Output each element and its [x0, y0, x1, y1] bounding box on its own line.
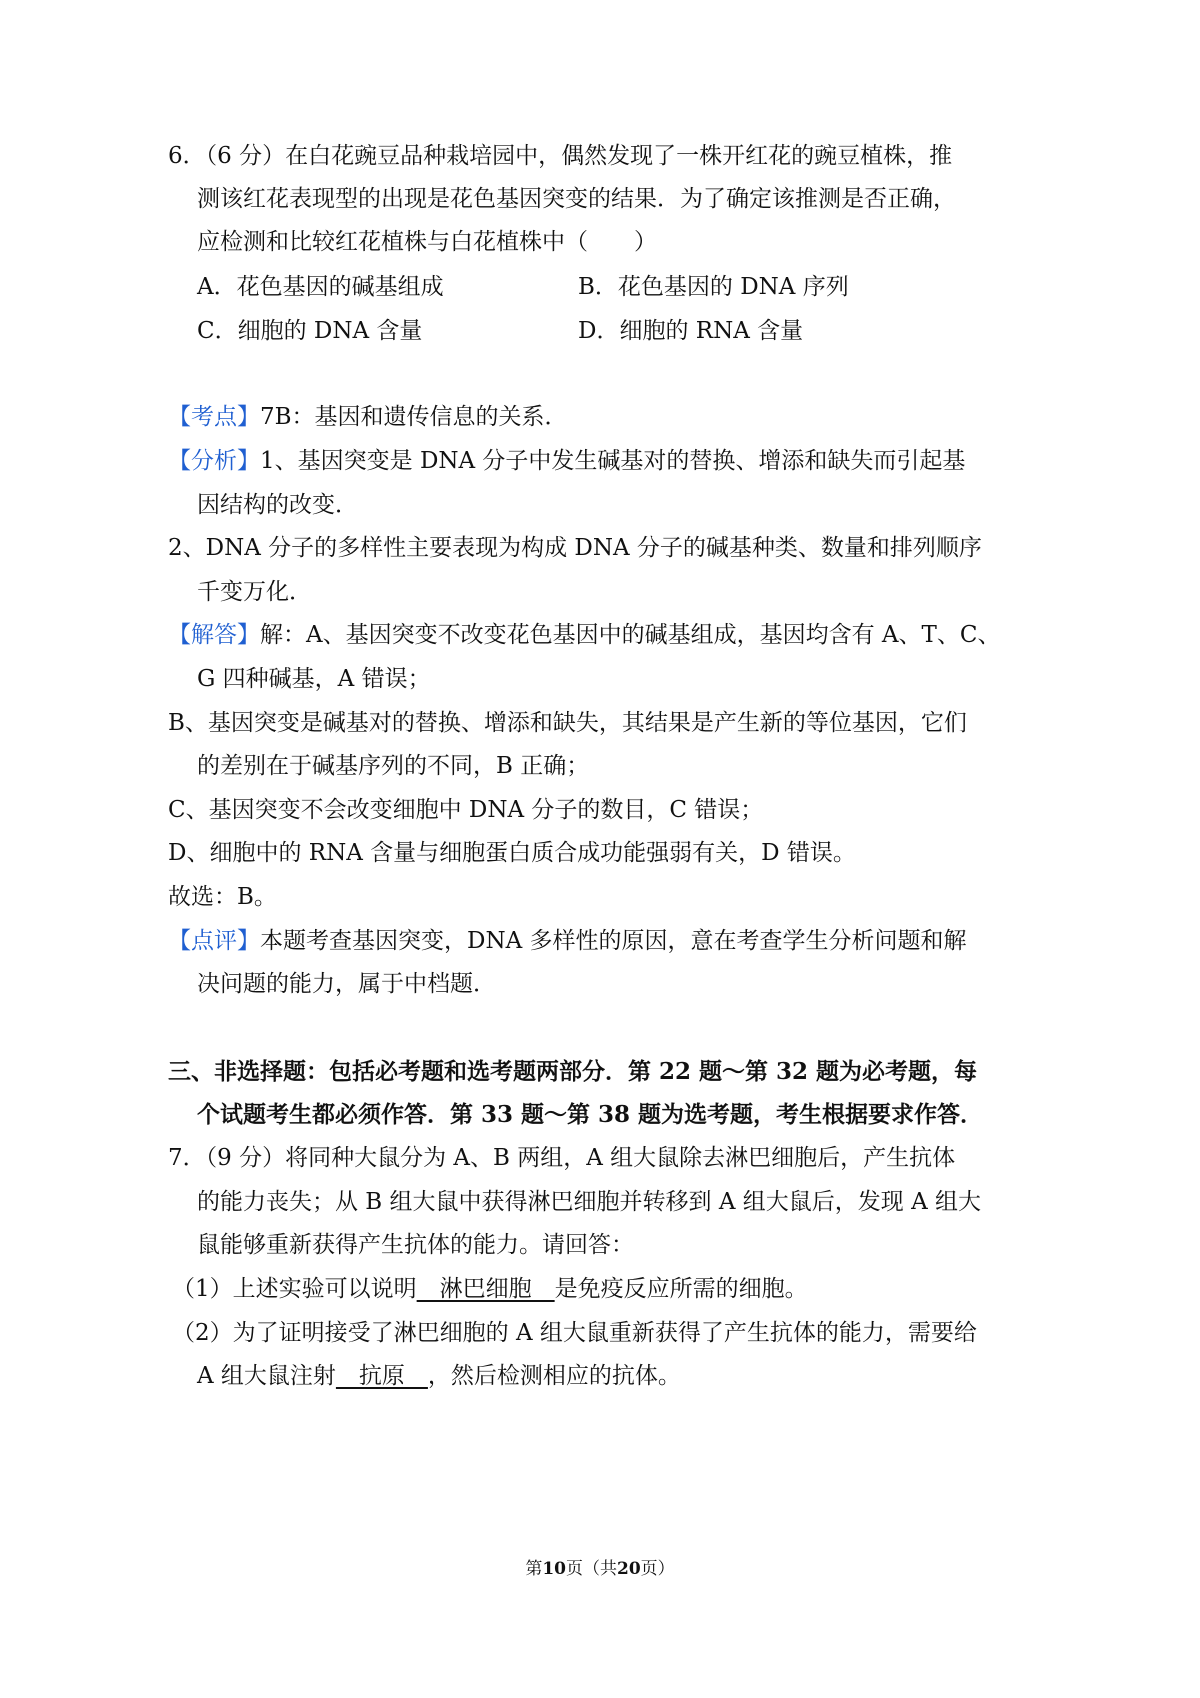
subquestion-1 — [172, 1274, 808, 1304]
question-6-line-2: 测该红花表现型的出现是花色基因突变的结果．为了确定该推测是否正确， — [197, 186, 956, 212]
option-c: C．细胞的 DNA 含量 — [197, 318, 423, 344]
jieda-tag: 【解答】 — [168, 622, 260, 648]
subquestion-2-suffix: ，然后检测相应的抗体。 — [427, 1363, 681, 1389]
kaodian-line — [168, 402, 568, 432]
jieda-line-6: D、细胞中的 RNA 含量与细胞蛋白质合成功能强弱有关，D 错误。 — [168, 840, 856, 866]
jieda-line-2: G 四种碱基，A 错误； — [197, 666, 431, 692]
jieda-line-7: 故选：B。 — [168, 884, 277, 910]
dianping-line-2: 决问题的能力，属于中档题． — [197, 971, 496, 997]
option-a: A．花色基因的碱基组成 — [197, 274, 444, 300]
answer-blank-1: 淋巴细胞 — [416, 1276, 555, 1302]
jieda-line-1 — [168, 620, 1000, 650]
question-7-line-1: 7．（9 分）将同种大鼠分为 A、B 两组，A 组大鼠除去淋巴细胞后，产生抗体 — [168, 1145, 956, 1171]
footer-post: 页） — [640, 1559, 675, 1579]
subquestion-2-prefix: A 组大鼠注射 — [197, 1363, 336, 1389]
footer-mid: 页（共 — [566, 1559, 617, 1579]
subquestion-2-line-2 — [197, 1361, 681, 1391]
option-b: B．花色基因的 DNA 序列 — [578, 274, 849, 300]
subquestion-1-prefix: （1）上述实验可以说明 — [172, 1276, 417, 1302]
fenxi-text-1: 1、基因突变是 DNA 分子中发生碱基对的替换、增添和缺失而引起基 — [260, 448, 966, 474]
footer-pre: 第 — [525, 1559, 543, 1579]
dianping-text-1: 本题考查基因突变，DNA 多样性的原因，意在考查学生分析问题和解 — [260, 928, 967, 954]
question-7-line-2: 的能力丧失；从 B 组大鼠中获得淋巴细胞并转移到 A 组大鼠后，发现 A 组大 — [197, 1189, 981, 1215]
jieda-text-1: 解：A、基因突变不改变花色基因中的碱基组成，基因均含有 A、T、C、 — [260, 622, 1001, 648]
kaodian-text: 7B：基因和遗传信息的关系． — [260, 404, 568, 430]
fenxi-tag: 【分析】 — [168, 448, 260, 474]
fenxi-line-4: 千变万化． — [197, 579, 312, 605]
footer-page-number: 10 — [542, 1559, 566, 1579]
question-7-line-3: 鼠能够重新获得产生抗体的能力。请回答： — [197, 1232, 634, 1258]
question-6-line-3: 应检测和比较红花植株与白花植株中（ ） — [197, 229, 657, 255]
fenxi-line-2: 因结构的改变． — [197, 492, 358, 518]
jieda-line-3: B、基因突变是碱基对的替换、增添和缺失，其结果是产生新的等位基因，它们 — [168, 710, 967, 736]
fenxi-line-3: 2、DNA 分子的多样性主要表现为构成 DNA 分子的碱基种类、数量和排列顺序 — [168, 535, 982, 561]
question-6-line-1: 6．（6 分）在白花豌豆品种栽培园中，偶然发现了一株开红花的豌豆植株，推 — [168, 143, 953, 169]
section-3-heading-line-2: 个试题考生都必须作答．第 33 题～第 38 题为选考题，考生根据要求作答． — [197, 1101, 984, 1128]
footer-total-pages: 20 — [617, 1559, 641, 1579]
dianping-tag: 【点评】 — [168, 928, 260, 954]
jieda-line-4: 的差别在于碱基序列的不同，B 正确； — [197, 753, 590, 779]
option-d: D．细胞的 RNA 含量 — [578, 318, 804, 344]
jieda-line-5: C、基因突变不会改变细胞中 DNA 分子的数目，C 错误； — [168, 797, 764, 823]
subquestion-1-suffix: 是免疫反应所需的细胞。 — [554, 1276, 808, 1302]
section-3-heading-line-1: 三、非选择题：包括必考题和选考题两部分．第 22 题～第 32 题为必考题，每 — [168, 1058, 978, 1085]
subquestion-2-line-1: （2）为了证明接受了淋巴细胞的 A 组大鼠重新获得了产生抗体的能力，需要给 — [172, 1320, 977, 1346]
fenxi-line-1 — [168, 446, 965, 476]
page-footer — [0, 1557, 1200, 1581]
answer-blank-2: 抗原 — [335, 1363, 428, 1389]
kaodian-tag: 【考点】 — [168, 404, 260, 430]
dianping-line-1 — [168, 926, 967, 956]
